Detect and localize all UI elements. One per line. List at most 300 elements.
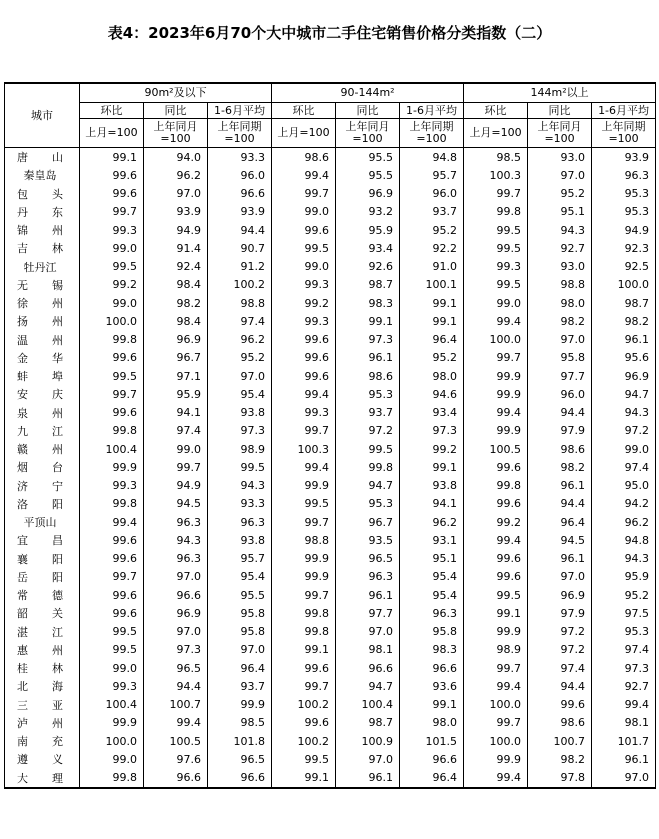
city-name <box>17 478 63 494</box>
value-cell: 99.6 <box>272 367 336 385</box>
value-cell: 99.4 <box>464 531 528 549</box>
table-row <box>5 404 656 422</box>
value-cell: 96.2 <box>144 166 208 184</box>
city-char: 阳 <box>52 497 63 511</box>
value-cell: 97.0 <box>144 623 208 641</box>
value-cell: 99.4 <box>464 404 528 422</box>
table-row <box>5 513 656 531</box>
city-char: 阳 <box>52 570 63 584</box>
value-cell: 99.1 <box>400 458 464 476</box>
value-cell: 96.7 <box>336 513 400 531</box>
city-cell <box>5 294 80 312</box>
table-row <box>5 477 656 495</box>
value-cell: 96.0 <box>208 166 272 184</box>
city-char: 州 <box>52 406 63 420</box>
value-cell: 97.0 <box>336 623 400 641</box>
table-row <box>5 623 656 641</box>
city-char: 温 <box>17 333 28 347</box>
value-cell: 96.6 <box>400 750 464 768</box>
value-cell: 93.5 <box>336 531 400 549</box>
value-cell: 99.5 <box>464 221 528 239</box>
table-row <box>5 495 656 513</box>
value-cell: 95.8 <box>528 349 592 367</box>
city-char: 湛 <box>17 625 28 639</box>
value-cell: 98.4 <box>144 312 208 330</box>
value-cell: 95.9 <box>144 385 208 403</box>
city-name <box>17 423 63 439</box>
value-cell: 99.5 <box>208 458 272 476</box>
value-cell: 96.5 <box>336 550 400 568</box>
city-char: 海 <box>52 680 63 694</box>
value-cell: 93.4 <box>400 404 464 422</box>
value-cell: 98.2 <box>144 294 208 312</box>
value-cell: 93.2 <box>336 203 400 221</box>
value-cell: 94.3 <box>592 404 656 422</box>
table-row <box>5 550 656 568</box>
value-cell: 99.0 <box>80 294 144 312</box>
value-cell: 99.4 <box>272 385 336 403</box>
value-cell: 99.8 <box>272 604 336 622</box>
value-cell: 94.5 <box>144 495 208 513</box>
city-char: 州 <box>52 315 63 329</box>
city-cell <box>5 349 80 367</box>
value-cell: 99.6 <box>80 404 144 422</box>
value-cell: 99.9 <box>272 477 336 495</box>
table-row <box>5 203 656 221</box>
value-cell: 99.0 <box>144 440 208 458</box>
city-char: 阳 <box>52 552 63 566</box>
city-cell <box>5 659 80 677</box>
value-cell: 97.4 <box>592 458 656 476</box>
city-name <box>17 204 63 220</box>
value-cell: 94.1 <box>400 495 464 513</box>
value-cell: 99.6 <box>80 531 144 549</box>
value-cell: 99.7 <box>272 513 336 531</box>
city-name <box>17 368 63 384</box>
city-cell <box>5 203 80 221</box>
city-char: 泉 <box>17 406 28 420</box>
table-row <box>5 312 656 330</box>
value-cell: 98.2 <box>528 458 592 476</box>
value-cell: 98.7 <box>336 276 400 294</box>
city-char: 江 <box>52 625 63 639</box>
value-cell: 96.1 <box>592 331 656 349</box>
table-title: 表4：2023年6月70个大中城市二手住宅销售价格分类指数（二） <box>107 24 552 42</box>
value-cell: 97.0 <box>528 568 592 586</box>
value-cell: 93.7 <box>208 677 272 695</box>
city-char: 九 <box>17 424 28 438</box>
city-name <box>17 259 63 275</box>
city-cell <box>5 367 80 385</box>
city-cell <box>5 148 80 167</box>
value-cell: 99.6 <box>528 696 592 714</box>
value-cell: 96.3 <box>592 166 656 184</box>
table-row <box>5 586 656 604</box>
value-cell: 99.5 <box>80 258 144 276</box>
city-name <box>17 569 63 585</box>
value-cell: 96.5 <box>208 750 272 768</box>
city-char: 义 <box>52 753 63 767</box>
base-header-0-2: 上年同期=100 <box>208 119 272 148</box>
value-cell: 99.1 <box>336 312 400 330</box>
table-row <box>5 349 656 367</box>
city-char: 州 <box>52 224 63 238</box>
city-char: 东 <box>52 205 63 219</box>
value-cell: 99.1 <box>400 294 464 312</box>
value-cell: 100.5 <box>144 732 208 750</box>
value-cell: 99.0 <box>272 258 336 276</box>
value-cell: 100.3 <box>464 166 528 184</box>
value-cell: 99.1 <box>464 604 528 622</box>
subheader-0-1: 同比 <box>144 103 208 119</box>
table-row <box>5 696 656 714</box>
value-cell: 93.0 <box>528 148 592 167</box>
city-name <box>17 642 63 658</box>
city-char: 大 <box>17 771 28 785</box>
city-name <box>17 313 63 329</box>
city-char: 理 <box>52 771 63 785</box>
value-cell: 100.5 <box>464 440 528 458</box>
table-row <box>5 367 656 385</box>
value-cell: 100.1 <box>400 276 464 294</box>
value-cell: 99.3 <box>80 677 144 695</box>
value-cell: 97.4 <box>592 641 656 659</box>
value-cell: 100.7 <box>144 696 208 714</box>
subheader-2-1: 同比 <box>528 103 592 119</box>
value-cell: 99.7 <box>144 458 208 476</box>
city-char: 皇 <box>34 169 46 183</box>
value-cell: 94.0 <box>144 148 208 167</box>
value-cell: 97.3 <box>336 331 400 349</box>
value-cell: 99.1 <box>272 769 336 788</box>
table-row <box>5 677 656 695</box>
value-cell: 99.2 <box>80 276 144 294</box>
value-cell: 95.2 <box>400 221 464 239</box>
city-char: 州 <box>52 333 63 347</box>
value-cell: 96.6 <box>400 659 464 677</box>
city-cell <box>5 458 80 476</box>
value-cell: 99.9 <box>464 367 528 385</box>
table-row <box>5 659 656 677</box>
value-cell: 99.6 <box>80 166 144 184</box>
value-cell: 93.8 <box>208 404 272 422</box>
value-cell: 96.3 <box>144 513 208 531</box>
value-cell: 93.3 <box>208 495 272 513</box>
value-cell: 94.7 <box>336 477 400 495</box>
city-cell <box>5 641 80 659</box>
value-cell: 97.3 <box>400 422 464 440</box>
city-cell <box>5 513 80 531</box>
value-cell: 100.4 <box>336 696 400 714</box>
value-cell: 99.9 <box>272 550 336 568</box>
value-cell: 95.2 <box>592 586 656 604</box>
city-char: 锡 <box>52 278 63 292</box>
value-cell: 99.1 <box>400 696 464 714</box>
city-name <box>17 733 63 749</box>
value-cell: 98.8 <box>272 531 336 549</box>
table-row <box>5 732 656 750</box>
value-cell: 96.9 <box>528 586 592 604</box>
value-cell: 93.4 <box>336 239 400 257</box>
city-name <box>17 186 63 202</box>
value-cell: 101.8 <box>208 732 272 750</box>
value-cell: 94.8 <box>400 148 464 167</box>
city-name <box>17 751 63 767</box>
value-cell: 99.5 <box>272 239 336 257</box>
value-cell: 94.3 <box>144 531 208 549</box>
value-cell: 98.1 <box>336 641 400 659</box>
group-header-small: 90m²及以下 <box>80 83 272 103</box>
value-cell: 92.2 <box>400 239 464 257</box>
value-cell: 96.6 <box>208 769 272 788</box>
value-cell: 99.3 <box>272 312 336 330</box>
value-cell: 98.8 <box>528 276 592 294</box>
city-name <box>17 496 63 512</box>
value-cell: 99.0 <box>80 659 144 677</box>
value-cell: 99.7 <box>272 185 336 203</box>
value-cell: 100.7 <box>528 732 592 750</box>
value-cell: 96.2 <box>400 513 464 531</box>
base-header-2-0: 上月=100 <box>464 119 528 148</box>
city-char: 无 <box>17 278 28 292</box>
value-cell: 99.7 <box>464 659 528 677</box>
table-row <box>5 258 656 276</box>
table-row <box>5 221 656 239</box>
city-cell <box>5 604 80 622</box>
city-char: 锦 <box>17 224 28 238</box>
value-cell: 99.0 <box>592 440 656 458</box>
value-cell: 95.8 <box>208 623 272 641</box>
value-cell: 94.6 <box>400 385 464 403</box>
value-cell: 98.9 <box>464 641 528 659</box>
city-cell <box>5 714 80 732</box>
value-cell: 97.4 <box>144 422 208 440</box>
value-cell: 93.3 <box>208 148 272 167</box>
city-cell <box>5 586 80 604</box>
city-cell <box>5 276 80 294</box>
city-char: 牡 <box>23 260 35 274</box>
value-cell: 99.6 <box>464 495 528 513</box>
value-cell: 97.4 <box>208 312 272 330</box>
value-cell: 95.2 <box>528 185 592 203</box>
value-cell: 94.4 <box>528 404 592 422</box>
city-name <box>17 770 63 786</box>
city-char: 洛 <box>17 497 28 511</box>
value-cell: 97.0 <box>208 641 272 659</box>
city-cell <box>5 732 80 750</box>
value-cell: 99.1 <box>400 312 464 330</box>
city-name <box>17 240 63 256</box>
value-cell: 96.3 <box>400 604 464 622</box>
value-cell: 97.0 <box>528 331 592 349</box>
value-cell: 99.5 <box>80 623 144 641</box>
value-cell: 93.6 <box>400 677 464 695</box>
table-row <box>5 276 656 294</box>
base-header-2-2: 上年同期=100 <box>592 119 656 148</box>
city-cell <box>5 404 80 422</box>
value-cell: 99.9 <box>208 696 272 714</box>
value-cell: 96.1 <box>336 769 400 788</box>
value-cell: 99.8 <box>80 495 144 513</box>
table-row <box>5 458 656 476</box>
value-cell: 99.4 <box>272 166 336 184</box>
city-name <box>17 697 63 713</box>
value-cell: 99.4 <box>144 714 208 732</box>
table-row <box>5 294 656 312</box>
city-char: 安 <box>17 388 28 402</box>
value-cell: 97.0 <box>528 166 592 184</box>
value-cell: 94.7 <box>592 385 656 403</box>
city-char: 州 <box>52 716 63 730</box>
table-row <box>5 750 656 768</box>
value-cell: 92.7 <box>528 239 592 257</box>
city-char: 徐 <box>17 297 28 311</box>
city-char: 台 <box>52 461 63 475</box>
value-cell: 99.6 <box>80 550 144 568</box>
value-cell: 96.2 <box>208 331 272 349</box>
value-cell: 100.0 <box>464 331 528 349</box>
value-cell: 95.3 <box>592 185 656 203</box>
value-cell: 94.4 <box>144 677 208 695</box>
city-char: 江 <box>52 424 63 438</box>
value-cell: 97.8 <box>528 769 592 788</box>
city-char: 埠 <box>52 370 63 384</box>
value-cell: 100.3 <box>272 440 336 458</box>
value-cell: 99.5 <box>464 586 528 604</box>
city-char: 顶 <box>34 516 46 530</box>
city-char: 韶 <box>17 607 28 621</box>
value-cell: 96.3 <box>336 568 400 586</box>
value-cell: 97.9 <box>528 604 592 622</box>
value-cell: 95.3 <box>336 385 400 403</box>
value-cell: 98.3 <box>336 294 400 312</box>
value-cell: 96.2 <box>592 513 656 531</box>
city-cell <box>5 440 80 458</box>
city-char: 扬 <box>17 315 28 329</box>
value-cell: 98.7 <box>592 294 656 312</box>
value-cell: 99.9 <box>80 458 144 476</box>
city-cell <box>5 239 80 257</box>
table-row <box>5 148 656 167</box>
subheader-0-0: 环比 <box>80 103 144 119</box>
value-cell: 97.3 <box>592 659 656 677</box>
value-cell: 99.7 <box>272 586 336 604</box>
value-cell: 96.3 <box>144 550 208 568</box>
city-name <box>17 295 63 311</box>
value-cell: 99.7 <box>80 568 144 586</box>
value-cell: 99.6 <box>80 586 144 604</box>
value-cell: 96.1 <box>336 349 400 367</box>
city-name <box>17 605 63 621</box>
city-name <box>17 587 63 603</box>
value-cell: 96.1 <box>592 750 656 768</box>
value-cell: 99.9 <box>464 623 528 641</box>
value-cell: 99.6 <box>464 458 528 476</box>
value-cell: 94.8 <box>592 531 656 549</box>
city-name <box>17 222 63 238</box>
value-cell: 99.9 <box>464 385 528 403</box>
subheader-0-2: 1-6月平均 <box>208 103 272 119</box>
value-cell: 95.8 <box>400 623 464 641</box>
city-char: 北 <box>17 680 28 694</box>
value-cell: 99.6 <box>272 714 336 732</box>
city-char: 丹 <box>34 260 46 274</box>
value-cell: 99.4 <box>592 696 656 714</box>
group-header-medium: 90-144m² <box>272 83 464 103</box>
city-name <box>17 532 63 548</box>
city-char: 林 <box>52 242 63 256</box>
value-cell: 98.5 <box>208 714 272 732</box>
value-cell: 96.9 <box>144 331 208 349</box>
value-cell: 92.6 <box>336 258 400 276</box>
value-cell: 100.2 <box>272 732 336 750</box>
value-cell: 94.9 <box>144 221 208 239</box>
value-cell: 96.6 <box>144 586 208 604</box>
city-cell <box>5 531 80 549</box>
city-char: 金 <box>17 351 28 365</box>
value-cell: 94.9 <box>592 221 656 239</box>
value-cell: 98.5 <box>464 148 528 167</box>
value-cell: 99.3 <box>80 221 144 239</box>
city-cell <box>5 331 80 349</box>
value-cell: 99.7 <box>272 422 336 440</box>
value-cell: 97.7 <box>528 367 592 385</box>
value-cell: 99.7 <box>80 203 144 221</box>
value-cell: 97.6 <box>144 750 208 768</box>
value-cell: 99.8 <box>80 422 144 440</box>
value-cell: 91.2 <box>208 258 272 276</box>
value-cell: 97.0 <box>144 568 208 586</box>
city-name <box>17 459 63 475</box>
city-name <box>17 149 63 165</box>
table-row <box>5 604 656 622</box>
city-char: 南 <box>17 735 28 749</box>
value-cell: 100.2 <box>208 276 272 294</box>
value-cell: 99.5 <box>464 239 528 257</box>
subheader-2-0: 环比 <box>464 103 528 119</box>
value-cell: 99.3 <box>272 404 336 422</box>
value-cell: 98.6 <box>528 714 592 732</box>
value-cell: 98.2 <box>528 312 592 330</box>
city-name <box>17 551 63 567</box>
value-cell: 99.8 <box>336 458 400 476</box>
value-cell: 95.3 <box>592 623 656 641</box>
value-cell: 101.5 <box>400 732 464 750</box>
city-char: 秦 <box>23 169 35 183</box>
value-cell: 95.1 <box>528 203 592 221</box>
value-cell: 96.6 <box>336 659 400 677</box>
city-char: 头 <box>52 187 63 201</box>
value-cell: 95.0 <box>592 477 656 495</box>
value-cell: 97.0 <box>208 367 272 385</box>
value-cell: 99.9 <box>464 422 528 440</box>
city-char: 济 <box>17 479 28 493</box>
value-cell: 92.5 <box>592 258 656 276</box>
table-row <box>5 641 656 659</box>
city-char: 吉 <box>17 242 28 256</box>
value-cell: 93.7 <box>336 404 400 422</box>
city-char: 赣 <box>17 443 28 457</box>
value-cell: 99.3 <box>272 276 336 294</box>
city-char: 华 <box>52 351 63 365</box>
table-row <box>5 714 656 732</box>
value-cell: 99.5 <box>336 440 400 458</box>
value-cell: 95.3 <box>336 495 400 513</box>
value-cell: 91.0 <box>400 258 464 276</box>
value-cell: 99.5 <box>80 641 144 659</box>
value-cell: 94.3 <box>208 477 272 495</box>
value-cell: 93.1 <box>400 531 464 549</box>
